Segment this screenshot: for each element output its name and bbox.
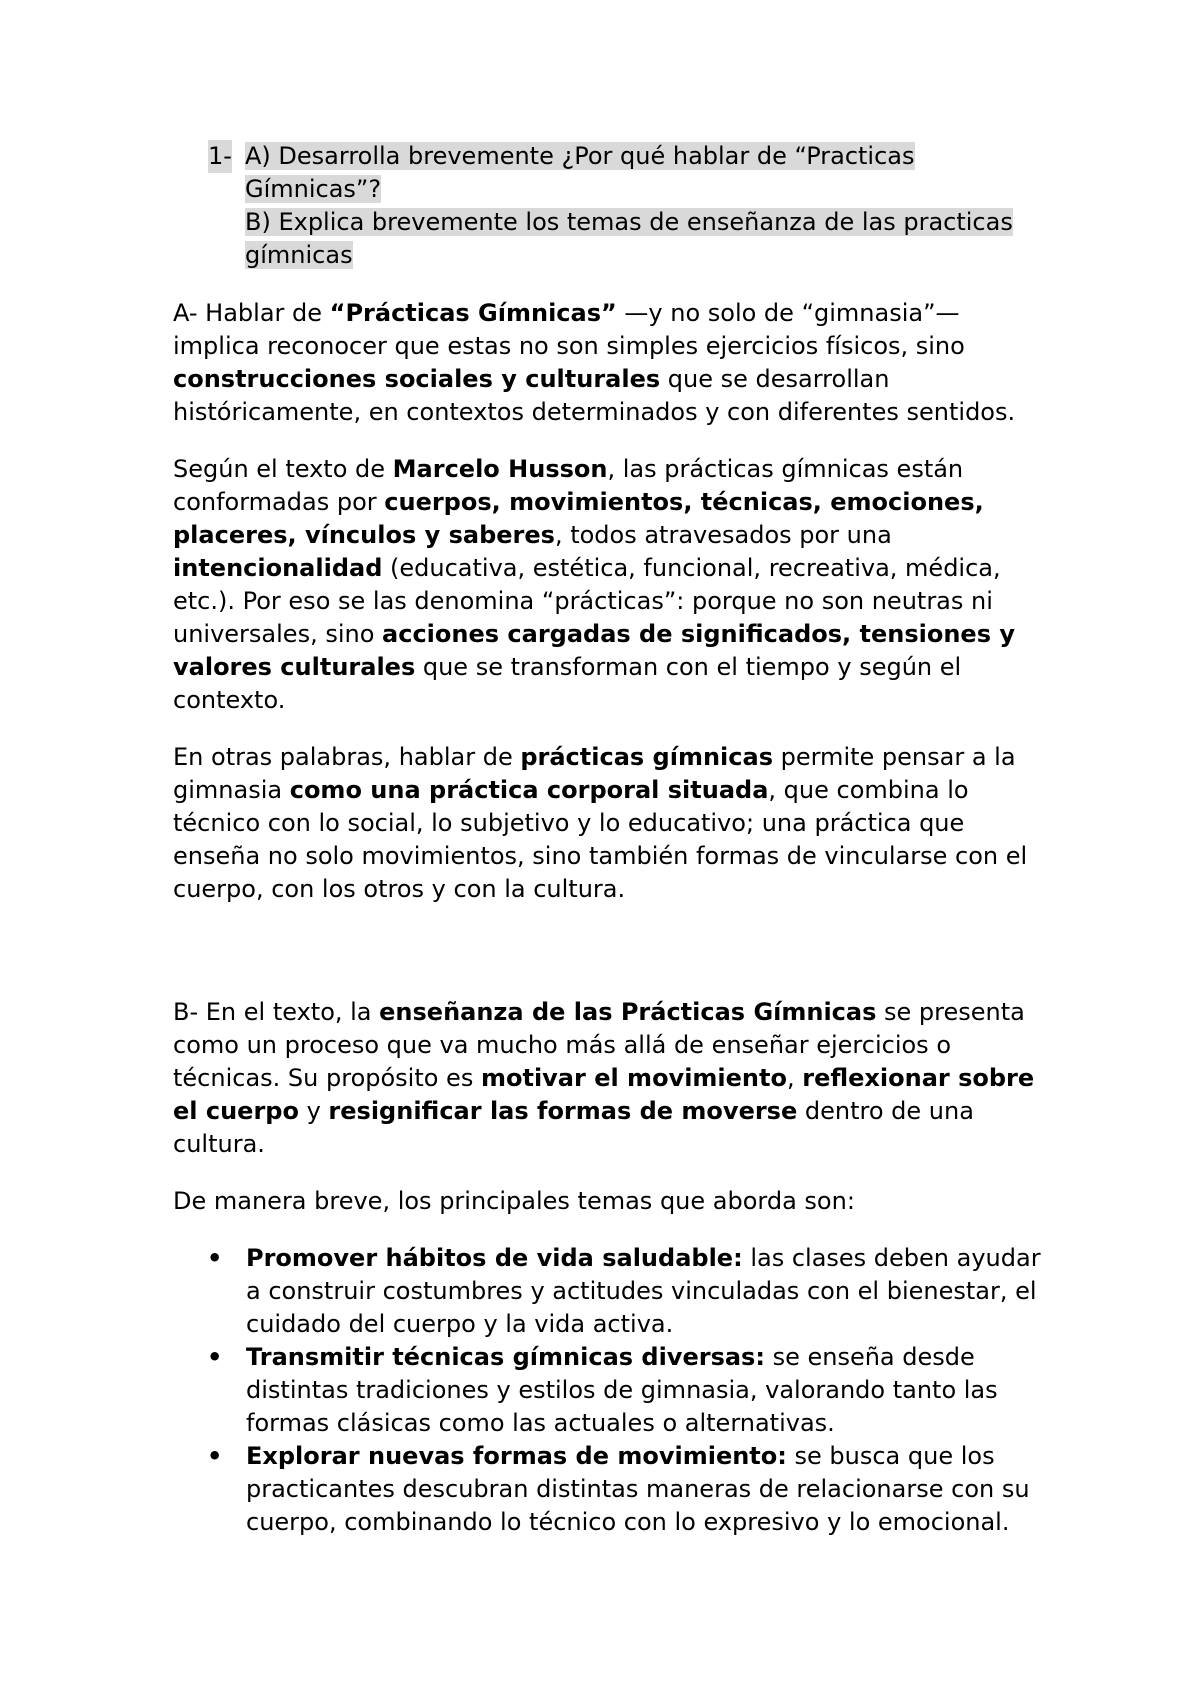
answer-b-paragraph-1: B- En el texto, la enseñanza de las Prácticas Gímnicas se presenta como un proceso que va mucho más allá de enseñar ejercicios o técnicas. Su propósito es motivar el movimiento, reflexionar sobre el cuerpo y resignificar las formas de moverse dentro de una cultura. bbox=[173, 998, 1035, 1158]
bullet-icon: • bbox=[207, 1442, 223, 1470]
list-item: • Promover hábitos de vida saludable: las clases deben ayudar a construir costumbres y actitudes vinculadas con el bienestar, el cuidado del cuerpo y la vida activa. bbox=[207, 1244, 1041, 1338]
answer-b-intro: De manera breve, los principales temas que aborda son: bbox=[173, 1187, 855, 1215]
answer-body bbox=[173, 297, 1053, 1539]
question-b-line-1: B) Explica brevemente los temas de enseñanza de las practicas bbox=[245, 208, 1013, 236]
bullet-icon: • bbox=[207, 1343, 223, 1371]
bullet-icon: • bbox=[207, 1244, 223, 1272]
answer-a-paragraph-2: Según el texto de Marcelo Husson, las prácticas gímnicas están conformadas por cuerpos, movimientos, técnicas, emociones, placeres, vínculos y saberes, todos atravesados por una intencionalidad (educativa, estética, funcional, recreativa, médica, etc.). Por eso se las denomina “prácticas”: porque no son neutras ni universales, sino acciones cargadas de significados, tensiones y valores culturales que se transforman con el tiempo y según el contexto. bbox=[173, 455, 1015, 714]
question-b-line-2: gímnicas bbox=[245, 241, 353, 269]
list-item: • Explorar nuevas formas de movimiento: se busca que los practicantes descubran distintas maneras de relacionarse con su cuerpo, combinando lo técnico con lo expresivo y lo emocional. bbox=[207, 1442, 1030, 1536]
list-item: • Transmitir técnicas gímnicas diversas: se enseña desde distintas tradiciones y estilos de gimnasia, valorando tanto las formas clásicas como las actuales o alternativas. bbox=[207, 1343, 998, 1437]
topics-list bbox=[173, 1242, 1053, 1539]
question-lines bbox=[245, 140, 1045, 272]
question-a-line-2: Gímnicas”? bbox=[245, 175, 382, 203]
question-number: 1- bbox=[208, 140, 232, 173]
answer-a-paragraph-3: En otras palabras, hablar de prácticas gímnicas permite pensar a la gimnasia como una práctica corporal situada, que combina lo técnico con lo social, lo subjetivo y lo educativo; una práctica que enseña no solo movimientos, sino también formas de vincularse con el cuerpo, con los otros y con la cultura. bbox=[173, 743, 1028, 903]
question-a-line-1: A) Desarrolla brevemente ¿Por qué hablar de “Practicas bbox=[245, 142, 915, 170]
answer-a-paragraph-1: A- Hablar de “Prácticas Gímnicas” —y no solo de “gimnasia”— implica reconocer que estas no son simples ejercicios físicos, sino construcciones sociales y culturales que se desarrollan históricamente, en contextos determinados y con diferentes sentidos. bbox=[173, 299, 1016, 426]
